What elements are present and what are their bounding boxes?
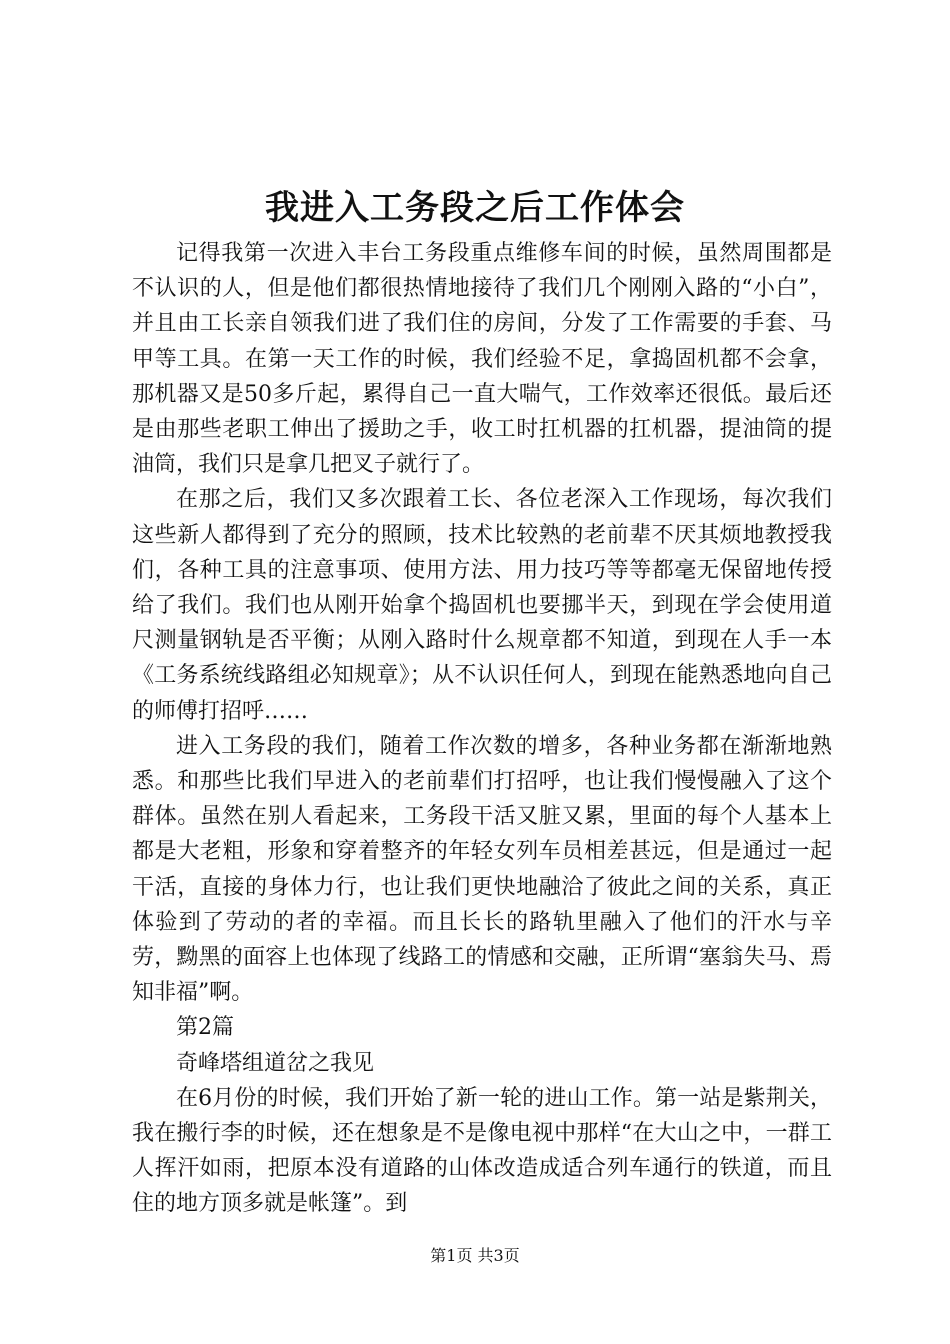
document-body (132, 236, 832, 1222)
paragraph-1: 记得我第一次进入丰台工务段重点维修车间的时候，虽然周围都是不认识的人，但是他们都很热情地接待了我们几个刚刚入路的“小白”，并且由工长亲自领我们进了我们住的房间，分发了工作需要的手套、马甲等工具。在第一天工作的时候，我们经验不足，拿捣固机都不会拿，那机器又是50多斤起，累得自己一直大喘气，工作效率还很低。最后还是由那些老职工伸出了援助之手，收工时扛机器的扛机器，提油筒的提油筒，我们只是拿几把叉子就行了。 (132, 241, 832, 478)
page-footer: 第1页 共3页 (430, 1246, 520, 1265)
section-label: 第2篇 (176, 1015, 234, 1041)
paragraph-3: 进入工务段的我们，随着工作次数的增多，各种业务都在渐渐地熟悉。和那些比我们早进入的老前辈们打招呼，也让我们慢慢融入了这个群体。虽然在别人看起来，工务段干活又脏又累，里面的每个人基本上都是大老粗，形象和穿着整齐的年轻女列车员相差甚远，但是通过一起干活，直接的身体力行，也让我们更快地融洽了彼此之间的关系，真正体验到了劳动的者的幸福。而且长长的路轨里融入了他们的汗水与辛劳，黝黑的面容上也体现了线路工的情感和交融，正所谓“塞翁失马、焉知非福”啊。 (132, 733, 832, 1006)
document-title: 我进入工务段之后工作体会 (265, 188, 685, 228)
section-title: 奇峰塔组道岔之我见 (176, 1050, 375, 1076)
paragraph-2: 在那之后，我们又多次跟着工长、各位老深入工作现场，每次我们这些新人都得到了充分的照顾，技术比较熟的老前辈不厌其烦地教授我们，各种工具的注意事项、使用方法、用力技巧等等都毫无保留地传授给了我们。我们也从刚开始拿个捣固机也要挪半天，到现在学会使用道尺测量钢轨是否平衡；从刚入路时什么规章都不知道，到现在人手一本《工务系统线路组必知规章》；从不认识任何人，到现在能熟悉地向自己的师傅打招呼…… (132, 487, 832, 724)
section-paragraph: 在6月份的时候，我们开始了新一轮的进山工作。第一站是紫荆关，我在搬行李的时候，还在想象是不是像电视中那样“在大山之中，一群工人挥汗如雨，把原本没有道路的山体改造成适合列车通行的铁道，而且住的地方顶多就是帐篷”。到 (132, 1085, 832, 1217)
